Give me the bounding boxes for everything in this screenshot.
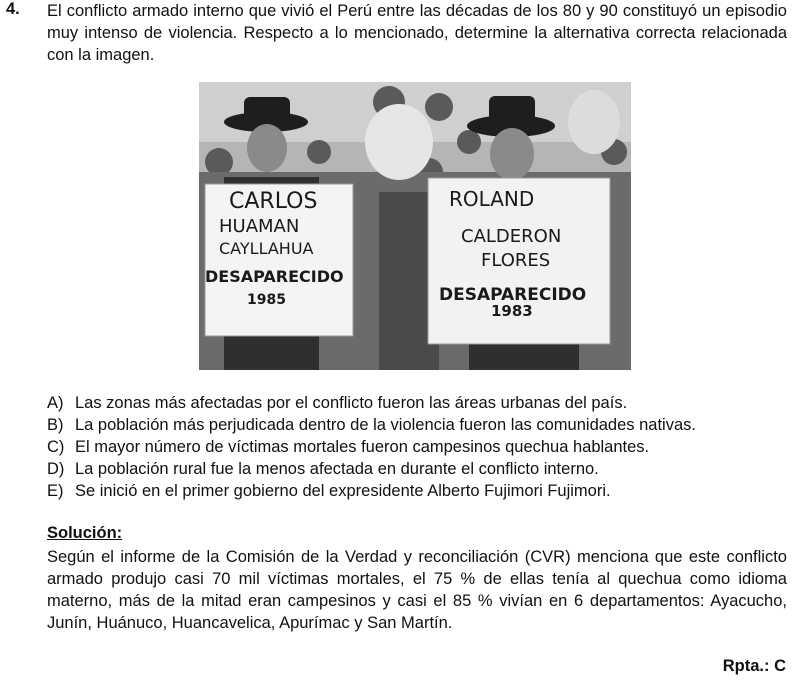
option-text: Se inició en el primer gobierno del expresidente Alberto Fujimori Fujimori. — [75, 482, 611, 500]
option-text: Las zonas más afectadas por el conflicto fueron las áreas urbanas del país. — [75, 394, 628, 412]
solution-title: Solución: — [47, 524, 123, 542]
sign-left-line1: CARLOS — [229, 189, 318, 214]
option-d — [47, 458, 800, 480]
option-c — [47, 436, 800, 458]
option-b — [47, 414, 800, 436]
option-text: La población más perjudicada dentro de la violencia fueron las comunidades nativas. — [75, 416, 696, 434]
sign-left-line3: CAYLLAHUA — [219, 239, 314, 258]
answer-label: Rpta.: C — [722, 657, 786, 675]
option-letter: B) — [47, 416, 64, 434]
question-number: 4. — [6, 0, 20, 18]
option-text: El mayor número de víctimas mortales fueron campesinos quechua hablantes. — [75, 438, 650, 456]
option-letter: C) — [47, 438, 65, 456]
option-e — [47, 480, 800, 502]
question-text: El conflicto armado interno que vivió el Perú entre las décadas de los 80 y 90 constituyó un episodio muy intenso de violencia. Respecto a lo mencionado, determine la alternativa correcta relacionada con la imagen. — [47, 2, 787, 64]
option-letter: A) — [47, 394, 64, 412]
sign-left-line4: DESAPARECIDO — [205, 267, 344, 286]
options-list — [47, 392, 800, 502]
option-a — [47, 392, 800, 414]
option-letter: D) — [47, 460, 65, 478]
sign-right-line2: CALDERON — [461, 226, 562, 247]
sign-left-line5: 1985 — [247, 292, 286, 308]
sign-left-line2: HUAMAN — [219, 216, 300, 237]
option-letter: E) — [47, 482, 64, 500]
sign-right-line4: DESAPARECIDO — [439, 285, 587, 305]
sign-right-line1: ROLAND — [449, 187, 535, 211]
protest-photo — [199, 82, 631, 370]
sign-right-line3: FLORES — [481, 250, 551, 271]
option-text: La población rural fue la menos afectada en durante el conflicto interno. — [75, 460, 599, 478]
sign-right-line5: 1983 — [491, 302, 533, 320]
solution-text: Según el informe de la Comisión de la Verdad y reconciliación (CVR) menciona que este conflicto armado produjo casi 70 mil víctimas mortales, el 75 % de ellas tenía al quechua como idioma materno, más de la mitad eran campesinos y casi el 85 % vivían en 6 departamentos: Ayacucho, Junín, Huánuco, Huancavelica, Apurímac y San Martín. — [47, 548, 787, 632]
